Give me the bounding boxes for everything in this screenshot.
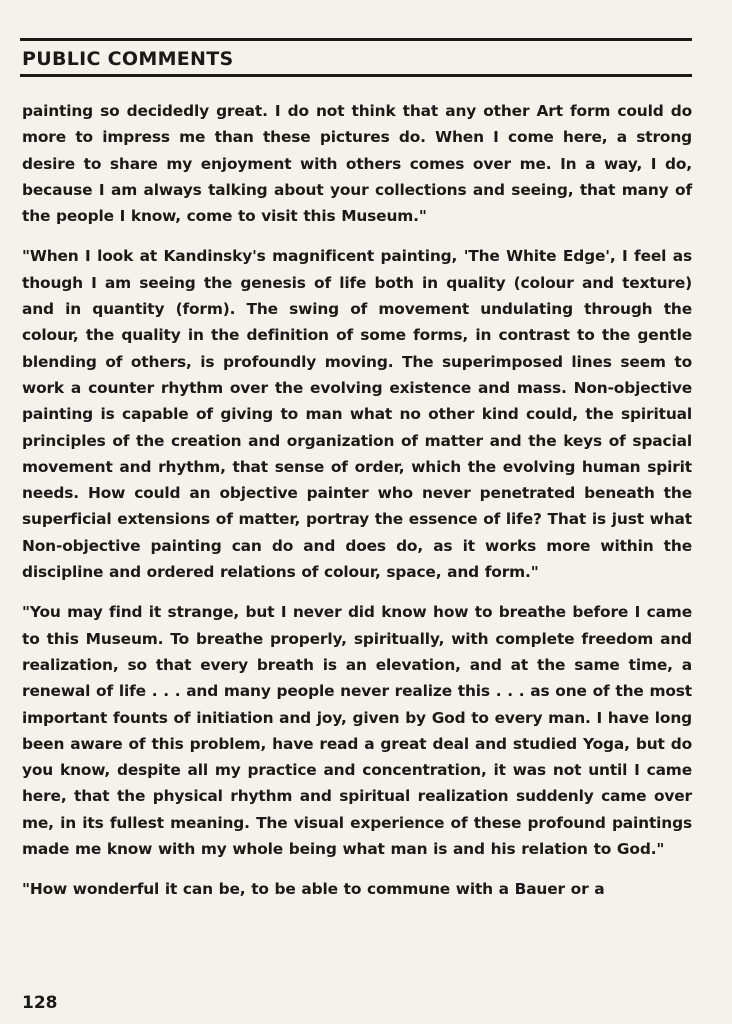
page-number: 128 — [22, 993, 58, 1013]
paragraph-breathing-comment: "You may find it strange, but I never did know how to breathe before I came to this Museum. To breathe properly, spiritually, with complete freedom and realization, so that every breath is an elevation, and at the same time, a renewal of life . . . and many people never realize this . . . as one of the most important founts of initiation and joy, given by God to every man. I have long been aware of this problem, have read a great deal and studied Yoga, but do you know, despite all my practice and concentration, it was not until I came here, that the physical rhythm and spiritual realization suddenly came over me, in its fullest meaning. The visual experience of these profound paintings made me know with my whole being what man is and his relation to God." — [22, 603, 692, 859]
body-text — [22, 98, 692, 917]
header-top-rule — [20, 38, 692, 41]
paragraph-kandinsky-comment: "When I look at Kandinsky's magnificent painting, 'The White Edge', I feel as though I am seeing the genesis of life both in quality (colour and texture) and in quantity (form). The swing of movement undulating through the colour, the quality in the definition of some forms, in contrast to the gentle blending of others, is profoundly moving. The superimposed lines seem to work a counter rhythm over the evolving existence and mass. Non-objective painting is capable of giving to man what no other kind could, the spiritual principles of the creation and organization of matter and the keys of spacial movement and rhythm, that sense of order, which the evolving human spirit needs. How could an objective painter who never penetrated beneath the superficial extensions of matter, portray the essence of life? That is just what Non-objective painting can do and does do, as it works more within the discipline and ordered relations of colour, space, and form." — [22, 247, 692, 582]
paragraph-bauer-comment: "How wonderful it can be, to be able to commune with a Bauer or a — [22, 880, 605, 899]
header-bottom-rule — [20, 74, 692, 77]
paragraph-continued-comment: painting so decidedly great. I do not think that any other Art form could do more to impress me than these pictures do. When I come here, a strong desire to share my enjoyment with others comes over me. In a way, I do, because I am always talking about your collections and seeing, that many of the people I know, come to visit this Museum." — [22, 102, 692, 226]
page-header-title: PUBLIC COMMENTS — [22, 48, 234, 70]
